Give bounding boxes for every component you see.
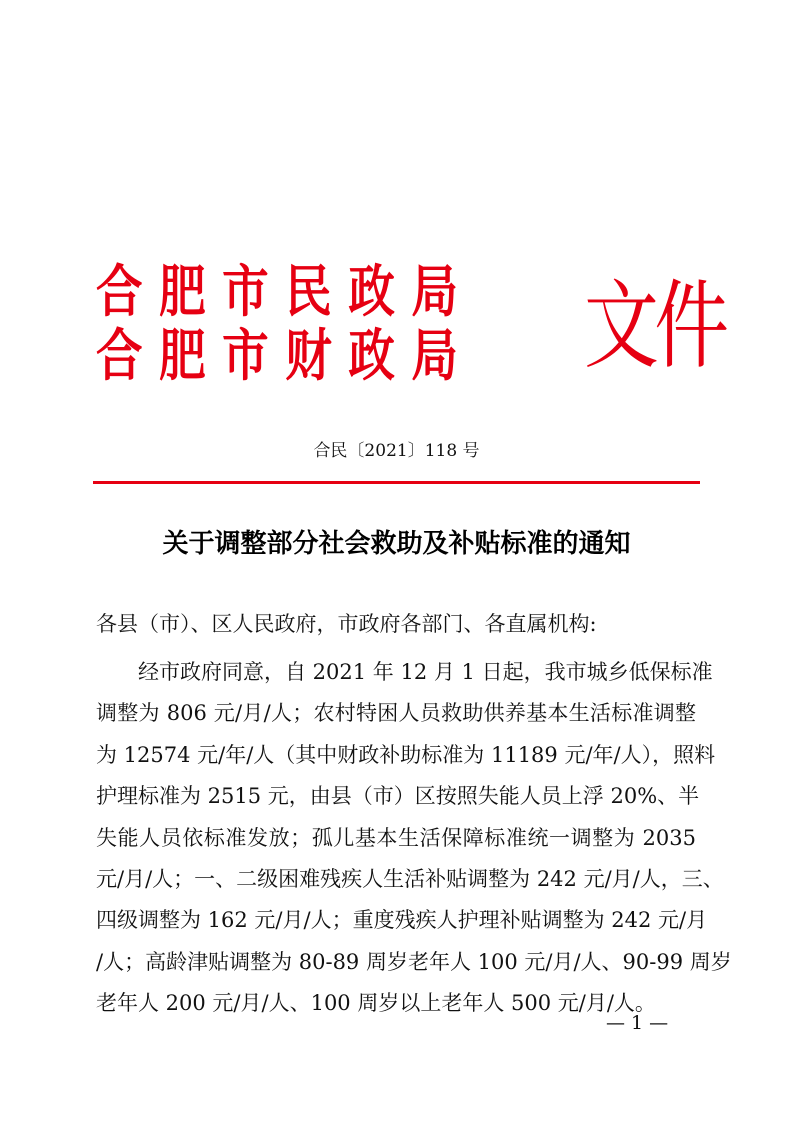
body-paragraph	[96, 652, 732, 1025]
body-line: 调整为 806 元/月/人；农村特困人员救助供养基本生活标准调整	[96, 701, 696, 726]
addressee-line: 各县（市）、区人民政府，市政府各部门、各直属机构:	[96, 612, 597, 636]
document-word: 文件	[584, 270, 725, 382]
issuer-lines	[96, 259, 586, 389]
document-number: 合民〔2021〕118 号	[313, 441, 480, 461]
body-line: 失能人员依标准发放；孤儿基本生活保障标准统一调整为 2035	[96, 825, 696, 850]
issuer-civil-affairs: 合肥市民政局	[96, 259, 475, 325]
page-number: — 1 —	[606, 1012, 669, 1034]
body-line: 为 12574 元/年/人（其中财政补助标准为 11189 元/年/人），照料	[96, 742, 716, 767]
body-line: 元/月/人；一、二级困难残疾人生活补贴调整为 242 元/月/人，三、	[96, 866, 724, 891]
body-line: /人；高龄津贴调整为 80-89 周岁老年人 100 元/月/人、90-99 周岁	[96, 949, 732, 974]
body-line: 经市政府同意，自 2021 年 12 月 1 日起，我市城乡低保标准	[138, 660, 713, 684]
body-line: 护理标准为 2515 元，由县（市）区按照失能人员上浮 20%、半	[96, 784, 700, 809]
document-title: 关于调整部分社会救助及补贴标准的通知	[162, 529, 631, 559]
body-line: 老年人 200 元/月/人、100 周岁以上老年人 500 元/月/人。	[96, 991, 656, 1016]
body-line: 四级调整为 162 元/月/人；重度残疾人护理补贴调整为 242 元/月	[96, 908, 708, 933]
red-separator-line	[93, 481, 700, 484]
letterhead	[96, 259, 725, 392]
issuer-finance: 合肥市财政局	[96, 323, 475, 389]
